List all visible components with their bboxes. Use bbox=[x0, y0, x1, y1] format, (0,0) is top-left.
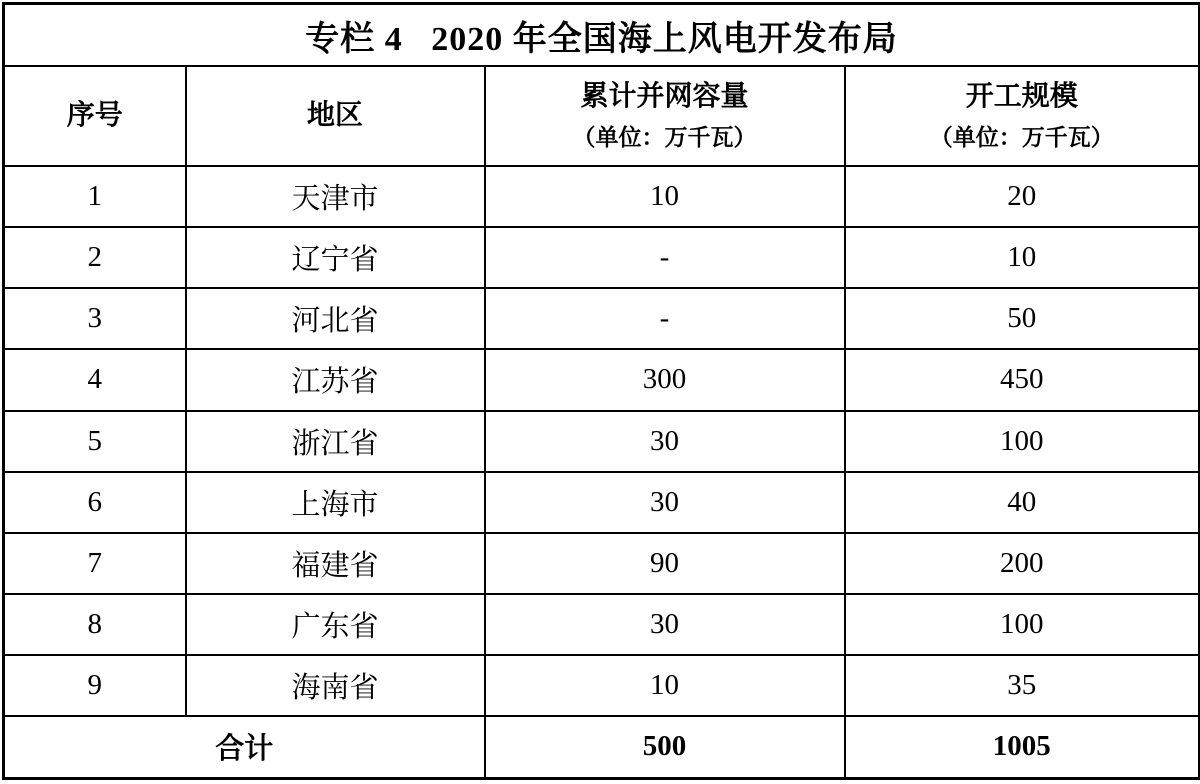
cell-region: 江苏省 bbox=[186, 349, 485, 410]
cell-region: 天津市 bbox=[186, 166, 485, 227]
cell-construction-scale: 100 bbox=[845, 594, 1200, 655]
cell-construction-scale: 100 bbox=[845, 411, 1200, 472]
column-header-grid-capacity-unit: （单位：万千瓦） bbox=[572, 124, 757, 150]
cell-construction-scale: 40 bbox=[845, 472, 1200, 533]
cell-construction-scale: 20 bbox=[845, 166, 1200, 227]
table-row bbox=[4, 533, 1200, 594]
cell-grid-capacity: - bbox=[485, 227, 845, 288]
cell-no: 6 bbox=[4, 472, 186, 533]
cell-grid-capacity: 10 bbox=[485, 166, 845, 227]
table-row bbox=[4, 166, 1200, 227]
cell-region: 广东省 bbox=[186, 594, 485, 655]
column-header-no bbox=[4, 66, 186, 166]
cell-region: 浙江省 bbox=[186, 411, 485, 472]
column-header-construction-scale bbox=[845, 66, 1200, 166]
table-row bbox=[4, 227, 1200, 288]
cell-no: 4 bbox=[4, 349, 186, 410]
cell-grid-capacity: 30 bbox=[485, 594, 845, 655]
column-header-no-label: 序号 bbox=[66, 100, 123, 132]
cell-no: 2 bbox=[4, 227, 186, 288]
cell-region: 海南省 bbox=[186, 655, 485, 716]
column-header-grid-capacity bbox=[485, 66, 845, 166]
cell-no: 9 bbox=[4, 655, 186, 716]
cell-no: 3 bbox=[4, 288, 186, 349]
column-header-grid-capacity-label: 累计并网容量 bbox=[580, 80, 749, 112]
offshore-wind-table bbox=[2, 2, 1200, 780]
column-header-region bbox=[186, 66, 485, 166]
cell-no: 1 bbox=[4, 166, 186, 227]
cell-construction-scale: 35 bbox=[845, 655, 1200, 716]
cell-construction-scale: 200 bbox=[845, 533, 1200, 594]
table-row bbox=[4, 655, 1200, 716]
cell-region: 河北省 bbox=[186, 288, 485, 349]
total-label: 合计 bbox=[4, 716, 485, 779]
column-header-construction-scale-unit: （单位：万千瓦） bbox=[929, 124, 1114, 150]
table-title: 专栏 4 2020 年全国海上风电开发布局 bbox=[4, 4, 1200, 67]
total-construction-scale: 1005 bbox=[845, 716, 1200, 779]
table-row bbox=[4, 349, 1200, 410]
cell-grid-capacity: 30 bbox=[485, 411, 845, 472]
table-row bbox=[4, 288, 1200, 349]
table-row bbox=[4, 472, 1200, 533]
cell-grid-capacity: 90 bbox=[485, 533, 845, 594]
column-header-construction-scale-label: 开工规模 bbox=[965, 80, 1078, 112]
cell-no: 8 bbox=[4, 594, 186, 655]
table-total-row bbox=[4, 716, 1200, 779]
table-row bbox=[4, 411, 1200, 472]
total-grid-capacity: 500 bbox=[485, 716, 845, 779]
cell-region: 上海市 bbox=[186, 472, 485, 533]
cell-grid-capacity: 300 bbox=[485, 349, 845, 410]
cell-no: 5 bbox=[4, 411, 186, 472]
cell-grid-capacity: 30 bbox=[485, 472, 845, 533]
cell-region: 辽宁省 bbox=[186, 227, 485, 288]
table-title-row bbox=[4, 4, 1200, 67]
cell-no: 7 bbox=[4, 533, 186, 594]
cell-grid-capacity: 10 bbox=[485, 655, 845, 716]
cell-construction-scale: 10 bbox=[845, 227, 1200, 288]
cell-construction-scale: 50 bbox=[845, 288, 1200, 349]
column-header-region-label: 地区 bbox=[306, 100, 363, 132]
table-header-row bbox=[4, 66, 1200, 166]
cell-region: 福建省 bbox=[186, 533, 485, 594]
cell-construction-scale: 450 bbox=[845, 349, 1200, 410]
cell-grid-capacity: - bbox=[485, 288, 845, 349]
table-row bbox=[4, 594, 1200, 655]
